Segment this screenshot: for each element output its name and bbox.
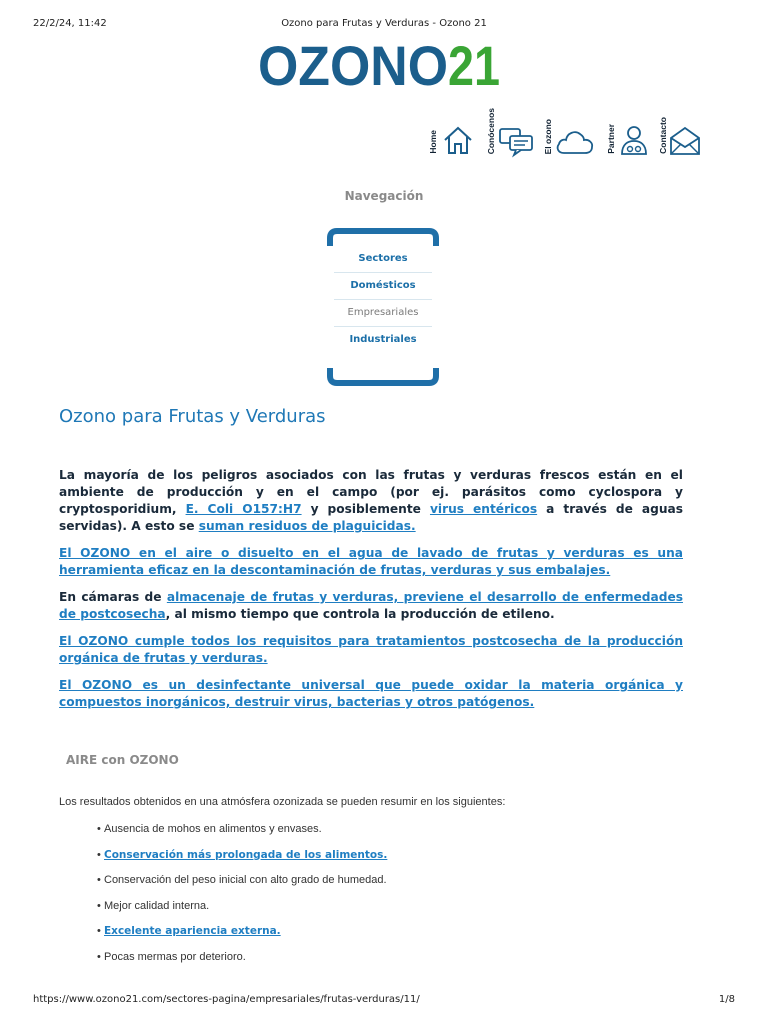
- topnav-home-label: Home: [428, 130, 438, 154]
- partner-icon: [618, 124, 650, 156]
- list-item: • Pocas mermas por deterioro.: [97, 950, 246, 963]
- topnav-el-ozono[interactable]: [543, 104, 603, 160]
- logo-text-main: OZONO: [258, 34, 448, 97]
- link-postcosecha-organica[interactable]: El OZONO cumple todos los requisitos para tratamientos postcosecha de la producción orgánica de frutas y verduras.: [59, 634, 683, 665]
- link-almacenaje[interactable]: almacenaje de frutas y verduras, previene el desarrollo de enfermedades de postcosecha: [59, 590, 683, 621]
- link-residuos-plaguicidas[interactable]: suman residuos de plaguicidas.: [198, 519, 416, 533]
- link-virus-entericos[interactable]: virus entéricos: [429, 502, 538, 516]
- page-title: Ozono para Frutas y Verduras: [59, 406, 326, 427]
- paragraph-3-text-a: En cámaras de: [59, 590, 167, 604]
- results-list: [97, 822, 657, 975]
- topnav-partner[interactable]: [606, 104, 656, 160]
- print-page-number: 1/8: [718, 994, 735, 1005]
- topnav-home[interactable]: [428, 104, 478, 160]
- ozono21-logo[interactable]: [258, 34, 503, 97]
- list-item[interactable]: • Excelente apariencia externa.: [97, 925, 281, 937]
- link-desinfectante-universal[interactable]: El OZONO es un desinfectante universal que puede oxidar la materia orgánica y compuestos inorgánicos, destruir virus, bacterias y otros patógenos.: [59, 678, 683, 709]
- topnav-partner-label: Partner: [606, 124, 616, 154]
- navigation-menu: [326, 228, 440, 386]
- list-item: • Mejor calidad interna.: [97, 899, 210, 912]
- link-ecoli[interactable]: E. Coli O157:H7: [185, 502, 302, 516]
- paragraph-1: [59, 467, 683, 535]
- paragraph-2: [59, 545, 683, 579]
- paragraph-4: [59, 633, 683, 667]
- topnav-contacto-label: Contacto: [658, 117, 668, 154]
- print-url: https://www.ozono21.com/sectores-pagina/empresariales/frutas-verduras/11/: [33, 994, 420, 1005]
- article-content: [59, 467, 683, 721]
- logo-text-number: 21: [448, 34, 500, 97]
- topnav-conocenos[interactable]: [486, 104, 536, 160]
- topnav-contacto[interactable]: [658, 104, 708, 160]
- home-icon: [442, 124, 474, 156]
- list-item[interactable]: • Conservación más prolongada de los alimentos.: [97, 848, 388, 861]
- nav-item-empresariales[interactable]: Empresariales: [334, 300, 432, 327]
- aire-heading: AIRE con OZONO: [66, 753, 179, 767]
- navigation-heading: Navegación: [344, 189, 424, 203]
- mail-icon: [669, 126, 701, 156]
- list-item: • Conservación del peso inicial con alto grado de humedad.: [97, 874, 387, 886]
- paragraph-3-text-b: , al mismo tiempo que controla la producción de etileno.: [165, 607, 555, 621]
- list-item: • Ausencia de mohos en alimentos y envases.: [97, 823, 322, 835]
- topnav-conocenos-label: Conócenos: [486, 107, 496, 154]
- paragraph-1-text-c: a través de aguas servidas). A esto se: [59, 502, 683, 533]
- nav-item-sectores[interactable]: Sectores: [334, 246, 432, 273]
- aire-intro: Los resultados obtenidos en una atmósfera ozonizada se pueden resumir en los siguientes:: [59, 796, 506, 808]
- nav-item-industriales[interactable]: Industriales: [349, 334, 417, 345]
- paragraph-3: [59, 589, 683, 623]
- paragraph-5: [59, 677, 683, 711]
- topnav-el-ozono-label: El ozono: [543, 118, 553, 154]
- print-title: Ozono para Frutas y Verduras - Ozono 21: [281, 18, 487, 29]
- paragraph-1-text-b: y posiblemente: [301, 502, 430, 516]
- print-date: 22/2/24, 11:42: [33, 18, 107, 29]
- nav-item-domesticos[interactable]: Domésticos: [334, 273, 432, 300]
- cloud-icon: [555, 126, 595, 156]
- top-navigation: [428, 104, 708, 160]
- paragraph-1-text-a: La mayoría de los peligros asociados con las frutas y verduras frescos están en el ambiente de producción y en el campo (por ej. parásitos como cyclospora y cryptosporidium,: [59, 468, 683, 516]
- chat-icon: [498, 126, 534, 156]
- link-ozono-aire-agua[interactable]: El OZONO en el aire o disuelto en el agua de lavado de frutas y verduras es una herramienta eficaz en la descontaminación de frutas, verduras y sus embalajes.: [59, 546, 683, 577]
